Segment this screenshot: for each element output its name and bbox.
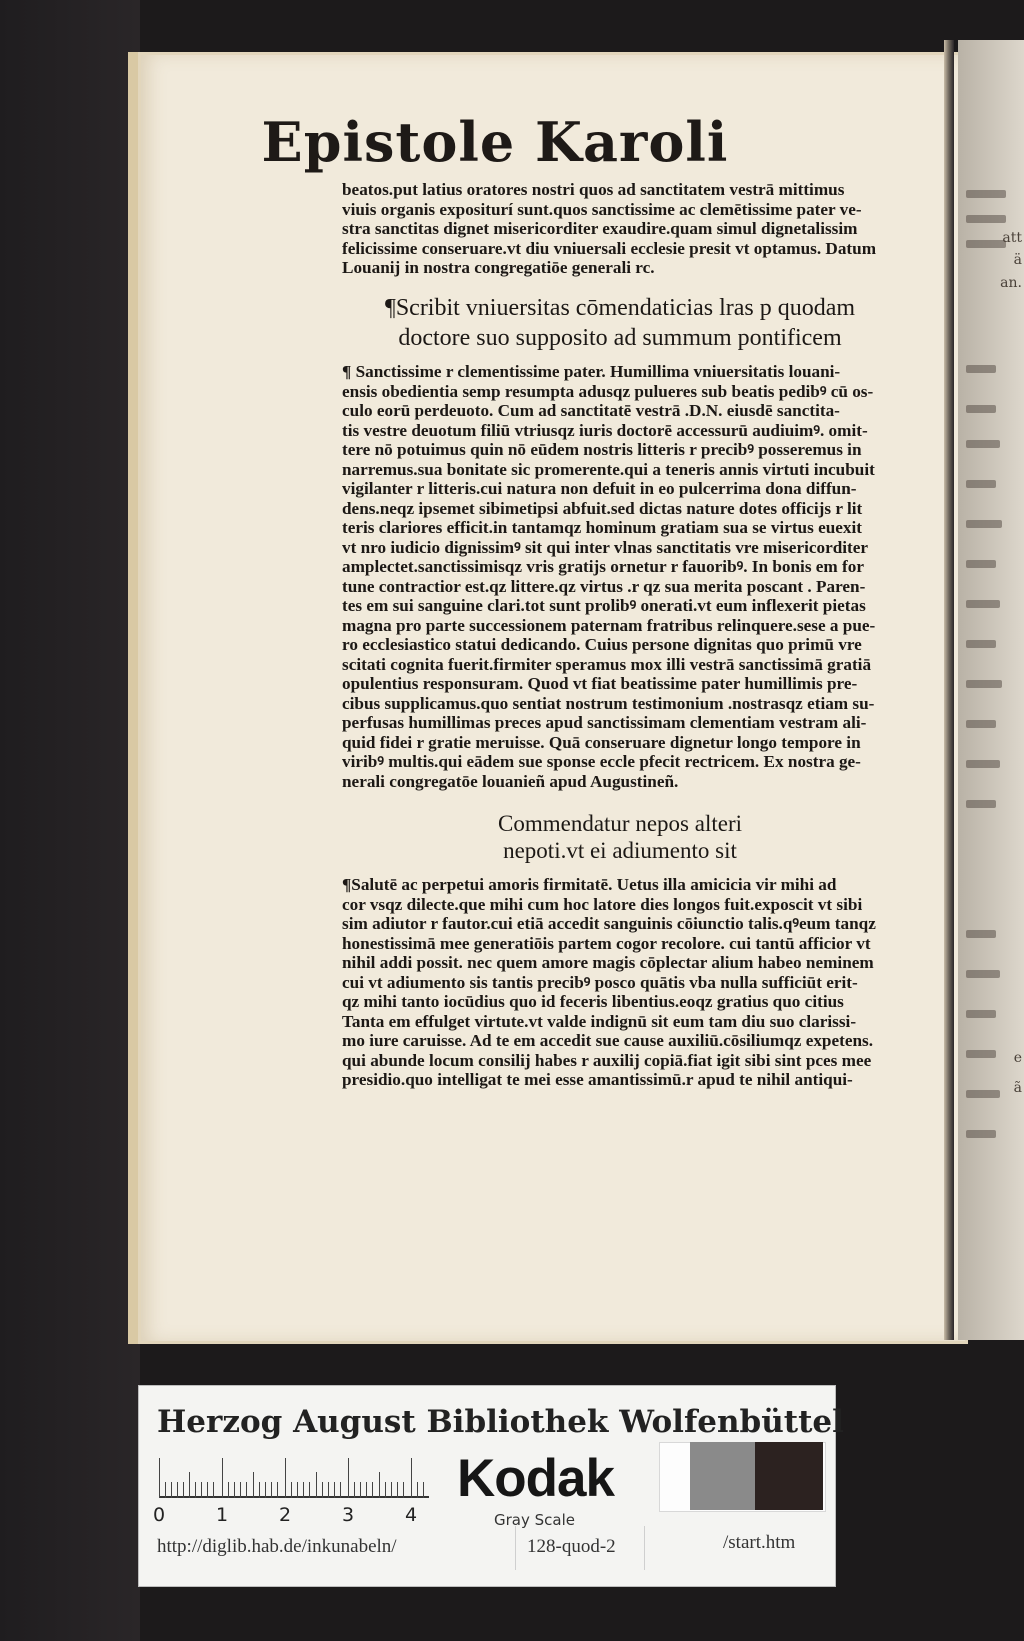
text-line: viuis organis expositurí sunt.quos sanctissime ac clemētissime pater ve- bbox=[342, 199, 862, 219]
rubric-heading-1 bbox=[360, 293, 880, 353]
text-line: sim adiutor r fautor.cui etiā accedit sanguinis cōiunctio talis.qꝰeum tanqz bbox=[342, 914, 876, 933]
text-line: vt nro iudicio dignissimꝰ sit qui inter vlnas sanctitatis vre misericorditer bbox=[342, 537, 869, 557]
text-line: nerali congregatōe louanieñ apud Augustineñ. bbox=[342, 771, 679, 791]
text-line: stra sanctitas dignet misericorditer exaudire.quam simul dignetalissim bbox=[342, 219, 858, 238]
source-url: http://diglib.hab.de/inkunabeln/ bbox=[157, 1536, 397, 1557]
text-line: presidio.quo intelligat te mei esse amantissimū.r apud te nihil antiqui- bbox=[342, 1070, 853, 1089]
rubric-line: ¶Scribit vniuersitas cōmendaticias lras p quodam bbox=[384, 295, 856, 321]
text-line: opulentius responsuram. Quod vt fiat beatissime pater humillimis pre- bbox=[342, 674, 858, 693]
library-title: Herzog August Bibliothek Wolfenbüttel bbox=[157, 1404, 844, 1440]
text-line: scitati cognita fuerit.firmiter speramus mox illi vestrā sanctissimā gratiā bbox=[342, 654, 872, 674]
gray-scale-label: Gray Scale bbox=[494, 1511, 575, 1529]
text-line: tis vestre deuotum filiū vtriusqz iuris doctorē accessurū audiuimꝰ. omit- bbox=[342, 420, 868, 440]
page-heading: Epistole Karoli bbox=[261, 110, 729, 174]
text-line: ensis obedientia semp resumpta adusqz pulueres sub beatis pedibꝰ cū os- bbox=[342, 381, 874, 401]
text-line: tune contractior est.qz littere.qz virtus .r qz sua merita poscant . Paren- bbox=[342, 576, 866, 596]
gray-patch-dark bbox=[755, 1442, 823, 1510]
ruler-number: 4 bbox=[405, 1504, 418, 1526]
text-line: Tanta em effulget virtute.vt valde indignū sit eum tam diu suo clarissi- bbox=[342, 1011, 857, 1031]
shelfmark: 128-quod-2 bbox=[527, 1536, 616, 1557]
text-line: teris clariores efficit.in tantamqz hominum gratiam sua se virtus euexit bbox=[342, 518, 862, 537]
measurement-ruler bbox=[159, 1456, 429, 1498]
text-line: ¶Salutē ac perpetui amoris firmitatē. Uetus illa amicicia vir mihi ad bbox=[342, 875, 837, 894]
text-line: cibus supplicamus.quo sentiat nostrum testimonium .nostrasqz etiam su- bbox=[342, 693, 875, 713]
rubric-line: nepoti.vt ei adiumento sit bbox=[503, 838, 737, 863]
text-block-intro bbox=[342, 180, 898, 278]
text-line: qui abunde locum consilij habes r auxilij copiā.fiat igit sibi sint pces mee bbox=[342, 1050, 872, 1070]
text-block-letter bbox=[342, 362, 898, 791]
ruler-number: 2 bbox=[279, 1504, 292, 1526]
ruler-number: 1 bbox=[216, 1504, 229, 1526]
text-line: vigilanter r litteris.cui natura non defuit in eo pulcerrima dona diffun- bbox=[342, 479, 857, 498]
next-page-fragment: ä bbox=[1013, 252, 1022, 268]
text-line: tere nō potuimus quin nō eūdem nostris litteris r precibꝰ posseremus in bbox=[342, 440, 862, 459]
next-page-fragment: an. bbox=[1000, 275, 1022, 291]
text-line: beatos.put latius oratores nostri quos ad sanctitatem vestrā mittimus bbox=[342, 180, 845, 199]
text-line: honestissimā mee generatiōis partem cogor recolore. cui tantū afficior vt bbox=[342, 933, 871, 953]
start-path: /start.htm bbox=[723, 1532, 796, 1553]
text-line: cui vt adiumento sis tantis precibꝰ posco quātis vba nulla sufficiūt erit- bbox=[342, 972, 858, 992]
rubric-line: doctore suo supposito ad summum pontificem bbox=[398, 325, 842, 351]
next-page-fragment: ã bbox=[1013, 1080, 1022, 1096]
text-line: qz mihi tanto iocūdius quo id feceris libentius.eoqz gratius quo citius bbox=[342, 992, 844, 1011]
text-line: cor vsqz dilecte.que mihi cum hoc latore dies longos fuit.exposcit vt sibi bbox=[342, 894, 863, 914]
text-line: mo iure caruisse. Ad te em accedit sue cause auxiliū.cōsiliumqz expetens. bbox=[342, 1031, 874, 1050]
adjacent-page bbox=[958, 40, 1024, 1340]
text-line: tes em sui sanguine clari.tot sunt prolibꝰ onerati.vt eum inflexerit pietas bbox=[342, 596, 866, 615]
ruler-number: 3 bbox=[342, 1504, 355, 1526]
text-line: nihil addi possit. nec quem amore magis cōplectar alium habeo neminem bbox=[342, 953, 874, 972]
color-calibration-card bbox=[138, 1385, 844, 1587]
text-line: narremus.sua bonitate sic promerente.qui a teneris annis virtuti incubuit bbox=[342, 459, 875, 479]
text-line: culo eorū perdeuoto. Cum ad sanctitatē vestrā .D.N. eiusdē sanctita- bbox=[342, 401, 840, 420]
scan-backdrop bbox=[0, 0, 140, 1641]
rubric-heading-2 bbox=[360, 810, 880, 864]
next-page-fragment: att bbox=[1002, 230, 1022, 246]
text-block-commendation bbox=[342, 875, 898, 1090]
text-line: dens.neqz ipsemet sibimetipsi abfuit.sed dictas nature dotes officijs r lit bbox=[342, 498, 863, 518]
text-line: magna pro parte successionem paternam fratribus relinquere.sese a pue- bbox=[342, 615, 876, 635]
ruler-number: 0 bbox=[153, 1504, 166, 1526]
page-gutter bbox=[944, 40, 954, 1340]
text-line: amplectet.sanctissimisqz vris gratijs ornetur r fauoribꝰ. In bonis em for bbox=[342, 557, 864, 576]
rubric-line: Commendatur nepos alteri bbox=[498, 811, 742, 836]
text-line: quid fidei r gratie meruisse. Quā conseruare dignetur longo tempore in bbox=[342, 732, 861, 752]
text-line: felicissime conseruare.vt diu vniuersali ecclesie presit vt optamus. Datum bbox=[342, 238, 877, 258]
text-line: perfusas humillimas preces apud sanctissimam clementiam vestram ali- bbox=[342, 713, 867, 732]
next-page-fragment: e bbox=[1013, 1050, 1022, 1066]
text-line: viribꝰ multis.qui eādem sue sponse eccle pfecit rectricem. Ex nostra ge- bbox=[342, 752, 861, 771]
kodak-logo: Kodak bbox=[457, 1449, 614, 1508]
gray-patch-mid bbox=[690, 1442, 755, 1510]
text-line: Louanij in nostra congregatiōe generali rc. bbox=[342, 258, 655, 277]
text-line: ro ecclesiastico statui dedicando. Cuius persone dignitas quo primū vre bbox=[342, 635, 862, 654]
text-line: ¶ Sanctissime r clementissime pater. Humillima vniuersitatis louani- bbox=[342, 362, 841, 381]
